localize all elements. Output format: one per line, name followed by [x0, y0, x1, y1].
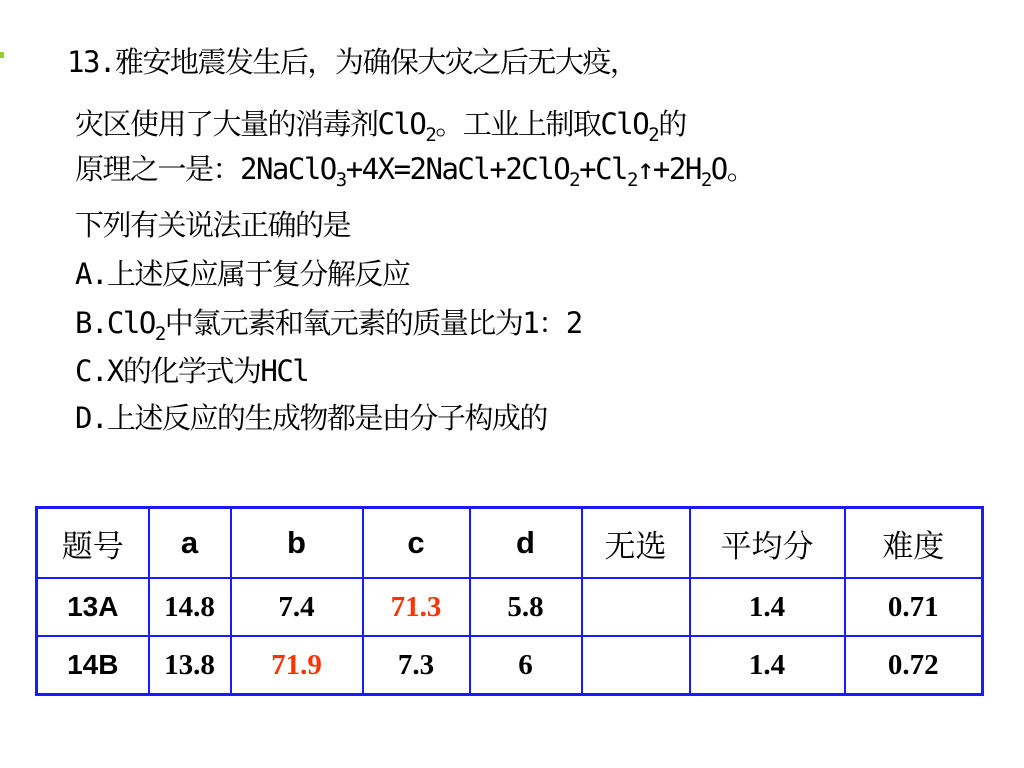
cell-average: 1.4 [690, 636, 845, 695]
header-choice-b: b [231, 508, 363, 579]
question-line-2: 灾区使用了大量的消毒剂ClO$_2$。工业上制取ClO$_2$的 [75, 107, 686, 146]
header-choice-d: d [470, 508, 582, 579]
cell-a: 14.8 [149, 578, 231, 636]
cell-d: 6 [470, 636, 582, 695]
slide-bullet-marker [0, 52, 4, 58]
cell-difficulty: 0.71 [845, 578, 983, 636]
cell-difficulty: 0.72 [845, 636, 983, 695]
row-label: 14B [37, 636, 149, 695]
option-c: C.X的化学式为HCl [75, 354, 309, 388]
cell-b: 7.4 [231, 578, 363, 636]
table-header-row [37, 508, 983, 579]
cell-a: 13.8 [149, 636, 231, 695]
answer-statistics-table [35, 506, 984, 696]
table-row [37, 636, 983, 695]
cell-no-answer [582, 578, 690, 636]
option-a: A.上述反应属于复分解反应 [75, 257, 410, 291]
option-b: B.ClO$_2$中氯元素和氧元素的质量比为1：2 [75, 306, 582, 345]
header-average-score: 平均分 [690, 508, 845, 579]
option-d: D.上述反应的生成物都是由分子构成的 [75, 401, 547, 435]
cell-d: 5.8 [470, 578, 582, 636]
question-title: 13.雅安地震发生后，为确保大灾之后无大疫， [67, 45, 638, 79]
header-difficulty: 难度 [845, 508, 983, 579]
cell-no-answer [582, 636, 690, 695]
header-choice-a: a [149, 508, 231, 579]
gas-arrow-icon: ↑ [636, 152, 653, 186]
reaction-equation: 原理之一是：$2NaClO_3+4X=2NaCl+2ClO_2+Cl_2↑+2H_2O$。 [75, 152, 755, 191]
row-label: 13A [37, 578, 149, 636]
cell-c-correct-answer: 71.3 [363, 578, 470, 636]
header-no-answer: 无选 [582, 508, 690, 579]
header-choice-c: c [363, 508, 470, 579]
cell-b-correct-answer: 71.9 [231, 636, 363, 695]
cell-c: 7.3 [363, 636, 470, 695]
cell-average: 1.4 [690, 578, 845, 636]
header-question-number: 题号 [37, 508, 149, 579]
question-stem: 下列有关说法正确的是 [75, 208, 351, 242]
table-row [37, 578, 983, 636]
